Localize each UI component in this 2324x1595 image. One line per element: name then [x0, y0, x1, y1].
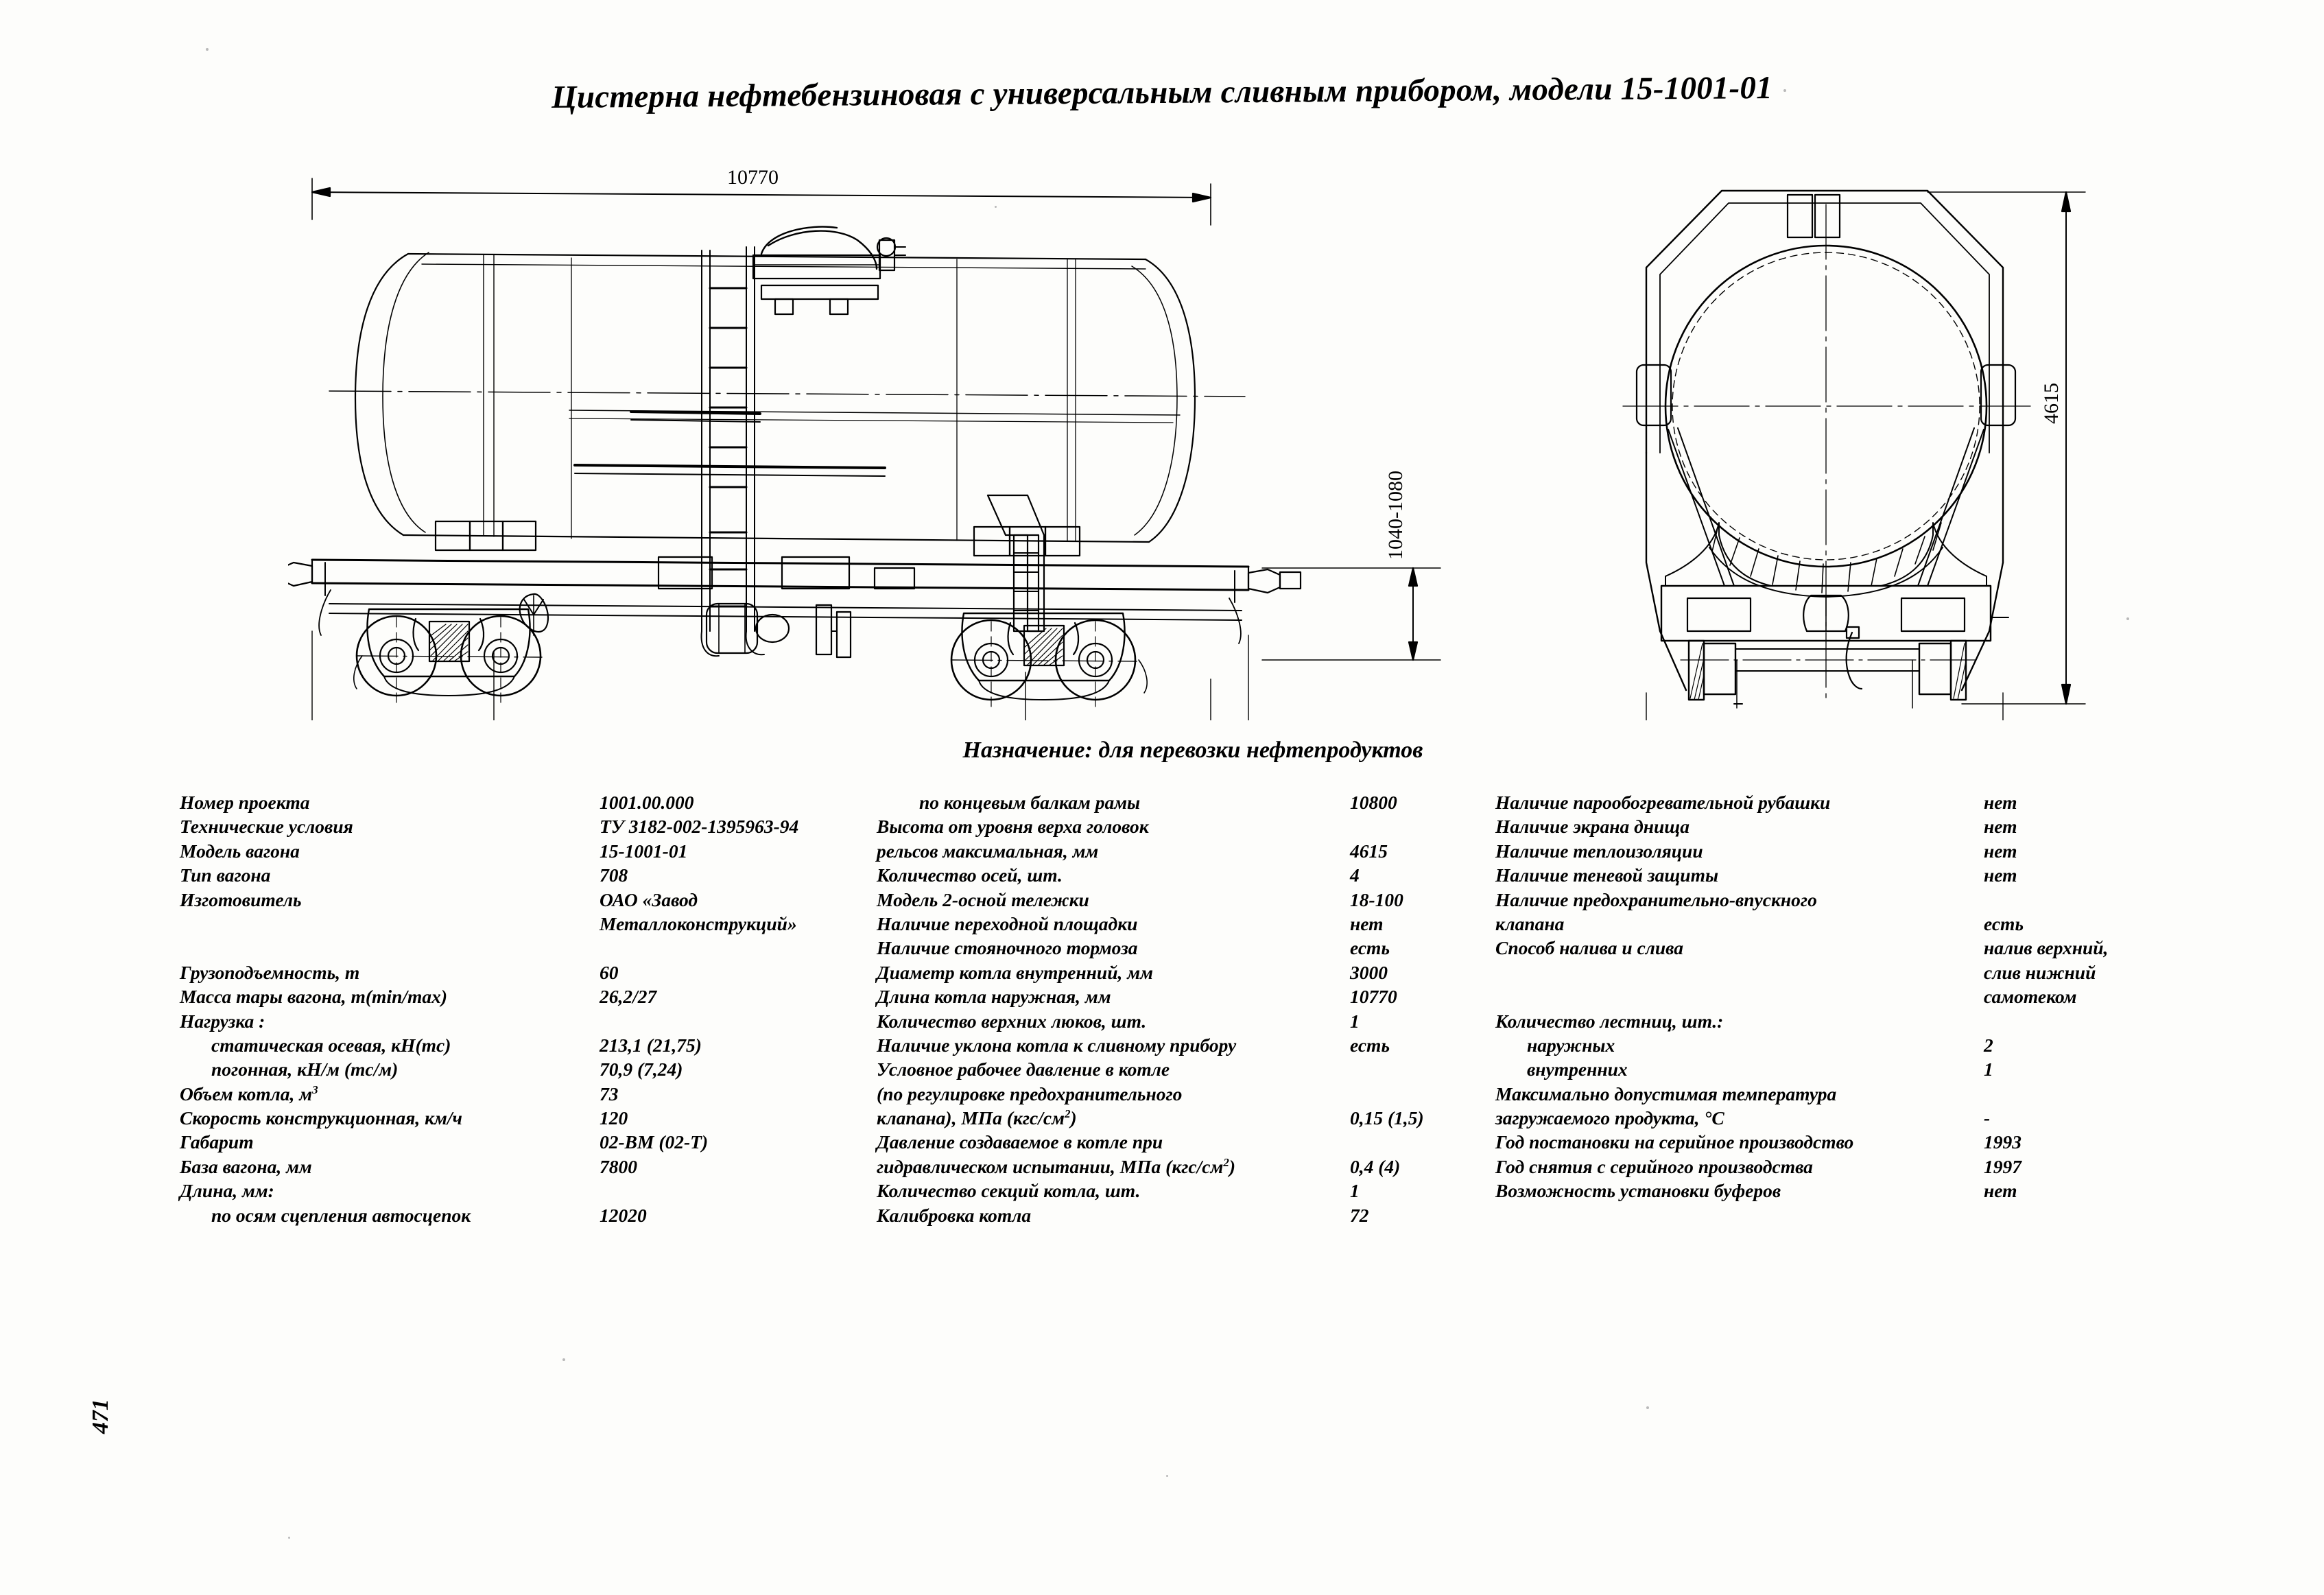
spec-value: Металлоконструкций»	[600, 912, 797, 934]
spec-label: Количество верхних люков, шт.	[877, 1010, 1147, 1032]
spec-label: Номер проекта	[180, 792, 310, 813]
spec-label: Объем котла, м	[180, 1083, 313, 1104]
spec-value: -	[1984, 1107, 1991, 1129]
spec-label: Наличие предохранительно-впускного	[1495, 888, 1817, 910]
dim-10770	[312, 166, 1211, 225]
spec-label: гидравлическом испытании, МПа (кгс/см	[877, 1155, 1224, 1177]
handbrake	[988, 495, 1044, 631]
spec-label: Масса тары вагона, т(min/max)	[180, 986, 448, 1008]
dim-1500	[1025, 672, 1211, 720]
spec-row	[877, 814, 1357, 838]
spec-value: 3000	[1350, 961, 1388, 983]
superscript-2: 2	[1223, 1155, 1229, 1169]
spec-label: Год постановки на серийное производство	[1495, 1131, 1854, 1153]
superscript-2: 2	[1064, 1107, 1071, 1120]
spec-row	[877, 1082, 1357, 1106]
tank-barrel	[329, 252, 1245, 542]
spec-label: Грузоподъемность, т	[180, 961, 360, 983]
specifications-table	[0, 790, 2324, 1312]
scan-speck	[2126, 617, 2129, 620]
wheelset	[1681, 627, 1976, 708]
scan-speck	[1783, 89, 1786, 92]
spec-row	[180, 984, 657, 1008]
spec-value: 4615	[1350, 840, 1388, 862]
spec-label: Технические условия	[180, 816, 353, 838]
spec-row	[877, 790, 1397, 814]
spec-value: 60	[600, 961, 619, 983]
spec-value: 73	[600, 1083, 619, 1104]
spec-row	[1495, 839, 2017, 863]
spec-row	[877, 912, 1384, 936]
spec-label: рельсов максимальная, мм	[877, 840, 1099, 862]
spec-value: есть	[1350, 1034, 1390, 1056]
spec-label: Калибровка котла	[877, 1204, 1032, 1226]
spec-row	[1495, 1155, 2021, 1179]
spec-label: статическая осевая, кН(тс)	[211, 1034, 451, 1056]
superscript-3: 3	[312, 1083, 318, 1096]
spec-value: нет	[1984, 864, 2017, 886]
spec-label: Скорость конструкционная, км/ч	[180, 1107, 462, 1129]
spec-row	[180, 1130, 709, 1154]
spec-value: ТУ 3182-002-1395963-94	[600, 816, 799, 838]
spec-value: 7800	[600, 1155, 637, 1177]
spec-label: наружных	[1527, 1034, 1615, 1056]
spec-label: Давление создаваемое в котле при	[877, 1131, 1163, 1153]
technical-drawing	[288, 151, 2154, 720]
spec-row	[1495, 863, 2017, 887]
spec-row	[1495, 1106, 1989, 1130]
underframe	[312, 560, 1248, 620]
spec-row	[877, 1203, 1369, 1227]
spec-row	[180, 1082, 619, 1106]
spec-label: по осям сцепления автосцепок	[211, 1204, 471, 1226]
spec-column-middle	[877, 790, 1424, 1227]
spec-row	[180, 1057, 683, 1081]
spec-label: Способ налива и слива	[1495, 937, 1684, 959]
spec-value: 1	[1984, 1059, 1993, 1080]
spec-value: 15-1001-01	[600, 840, 688, 862]
spec-value: 18-100	[1350, 888, 1403, 910]
spec-value: 2	[1984, 1034, 1993, 1056]
spec-row	[1495, 1009, 1989, 1033]
spec-row	[180, 1009, 619, 1033]
spec-column-right	[1495, 790, 2109, 1203]
spec-value: нет	[1984, 792, 2017, 813]
spec-label: клапана	[1495, 912, 1565, 934]
handrails	[575, 412, 885, 476]
spec-value: 1001.00.000	[600, 792, 694, 813]
spec-label: Наличие парообогревательной рубашки	[1495, 792, 1831, 813]
spec-label: Наличие уклона котла к сливному прибору	[877, 1034, 1237, 1056]
bogie-left	[354, 609, 542, 705]
spec-row	[1495, 936, 2109, 960]
spec-row	[180, 960, 619, 984]
spec-row-continuation	[1495, 960, 2096, 984]
spec-value: 213,1 (21,75)	[600, 1034, 702, 1056]
spec-row	[180, 1155, 637, 1179]
scan-speck	[1646, 1406, 1649, 1409]
spec-value: нет	[1984, 816, 2017, 838]
spec-label: Диаметр котла внутренний, мм	[877, 961, 1153, 983]
spec-label: внутренних	[1527, 1059, 1628, 1080]
spec-label: Наличие стояночного тормоза	[877, 937, 1138, 959]
spec-row	[180, 1033, 702, 1057]
dim-4615	[1928, 192, 2085, 704]
purpose-line: Назначение: для перевозки нефтепродуктов	[962, 737, 1423, 763]
spec-label: загружаемого продукта, °С	[1495, 1107, 1724, 1129]
spec-row	[1495, 888, 1989, 912]
spec-value: 10770	[1350, 986, 1397, 1008]
spec-label: Длина, мм:	[180, 1180, 274, 1202]
spec-row-continuation	[1495, 984, 2077, 1008]
spec-row	[877, 839, 1388, 863]
end-frame	[1661, 586, 2008, 641]
spec-value: 70,9 (7,24)	[600, 1059, 683, 1080]
scan-speck	[288, 1537, 290, 1539]
spec-label: Наличие экрана днища	[1495, 816, 1689, 838]
dim-label-1040-1080: 1040-1080	[1384, 471, 1407, 560]
spec-row	[180, 814, 799, 838]
scan-speck	[1166, 1475, 1168, 1477]
spec-row	[180, 863, 628, 887]
spec-value: ОАО «Завод	[600, 888, 698, 910]
spec-label: Год снятия с серийного производства	[1495, 1155, 1813, 1177]
spec-row	[877, 1130, 1357, 1154]
spec-value: 1997	[1984, 1155, 2021, 1177]
page-title: Цистерна нефтебензиновая с универсальным сливным прибором, модели 15-1001-01	[551, 70, 1773, 115]
spec-row	[877, 984, 1397, 1008]
spec-row	[877, 1057, 1357, 1081]
spec-row: гидравлическом испытании, МПа $(кгс/см^2)$ 0,4 (4)	[877, 1155, 1357, 1179]
spec-row	[1495, 1057, 1993, 1081]
spec-value: 26,2/27	[600, 986, 657, 1008]
spec-value: 1	[1350, 1010, 1360, 1032]
spec-row	[180, 790, 694, 814]
spec-value: нет	[1984, 840, 2017, 862]
spec-value: 708	[600, 864, 628, 886]
external-ladder	[702, 247, 764, 656]
spec-row	[1495, 814, 2017, 838]
dim-3100	[1646, 693, 2003, 720]
spec-value: есть	[1984, 912, 2024, 934]
spec-column-left	[180, 790, 799, 1227]
spec-row	[180, 1203, 647, 1227]
spec-row-continuation	[180, 912, 797, 936]
spec-label: Модель вагона	[180, 840, 300, 862]
spec-row	[1495, 1082, 1989, 1106]
spec-label: База вагона, мм	[180, 1155, 312, 1177]
spec-row	[1495, 1130, 2021, 1154]
spec-label: Количество лестниц, шт.:	[1495, 1010, 1724, 1032]
spec-label: Максимально допустимая температура	[1495, 1083, 1837, 1104]
spec-value: нет	[1350, 912, 1384, 934]
spec-value: налив верхний,	[1984, 937, 2109, 959]
spec-label: Тип вагона	[180, 864, 271, 886]
end-view-group	[1623, 191, 2085, 720]
spec-row	[180, 839, 688, 863]
dim-label-4615: 4615	[2040, 383, 2063, 424]
spec-label: Количество секций котла, шт.	[877, 1180, 1141, 1202]
coupler-right	[1229, 569, 1301, 643]
spec-value: есть	[1350, 937, 1390, 959]
spec-value: 1993	[1984, 1131, 2021, 1153]
spec-label: Возможность установки буферов	[1495, 1180, 1781, 1202]
spec-value: 4	[1350, 864, 1360, 886]
spec-label: (по регулировке предохранительного	[877, 1083, 1183, 1104]
scan-speck	[995, 206, 997, 208]
spec-row: клапана), МПа $(кгс/см^2)$ 0,15 (1,5)	[877, 1106, 1357, 1130]
spec-value: 1	[1350, 1180, 1360, 1202]
spec-row	[180, 888, 698, 912]
spec-row	[877, 960, 1388, 984]
spec-value: 10800	[1350, 792, 1397, 813]
spec-label: Нагрузка :	[180, 1010, 265, 1032]
spec-label: Условное рабочее давление в котле	[877, 1059, 1170, 1080]
spec-label: Изготовитель	[180, 888, 302, 910]
spec-value: 0,15 (1,5)	[1350, 1107, 1424, 1129]
scan-speck	[562, 1358, 565, 1361]
spec-value: 120	[600, 1107, 628, 1129]
top-hatch-assembly	[753, 227, 905, 314]
spec-row	[1495, 912, 2024, 936]
spec-row-spacer	[180, 936, 619, 960]
spec-value: самотеком	[1984, 986, 2077, 1008]
spec-label: Высота от уровня верха головок	[877, 816, 1149, 838]
spec-value: 72	[1350, 1204, 1369, 1226]
spec-label: Длина котла наружная, мм	[877, 986, 1111, 1008]
spec-row	[180, 1179, 619, 1203]
spec-label: Наличие теневой защиты	[1495, 864, 1719, 886]
dim-1040-1080	[1262, 471, 1440, 660]
spec-label: Модель 2-осной тележки	[877, 888, 1089, 910]
spec-label: погонная, кН/м (тс/м)	[211, 1059, 399, 1080]
bogie-right	[951, 613, 1147, 709]
spec-row	[877, 1033, 1390, 1057]
spec-row	[877, 936, 1390, 960]
spec-value: 0,4 (4)	[1350, 1155, 1401, 1177]
spec-value: слив нижний	[1984, 961, 2096, 983]
spec-label: Габарит	[180, 1131, 254, 1153]
scan-speck	[206, 48, 209, 51]
coupler-left	[288, 563, 331, 635]
dim-label-10770: 10770	[727, 166, 779, 189]
spec-row	[1495, 1179, 2017, 1203]
spec-label: Наличие теплоизоляции	[1495, 840, 1703, 862]
page-number: 471	[88, 1399, 113, 1434]
spec-row	[1495, 790, 2017, 814]
spec-row	[877, 863, 1360, 887]
spec-row	[180, 1106, 628, 1130]
spec-label: клапана), МПа (кгс/см	[877, 1107, 1065, 1129]
spec-value: 02-ВМ (02-Т)	[600, 1131, 709, 1153]
spec-row	[877, 1009, 1360, 1033]
side-view-group	[288, 166, 1440, 720]
spec-row	[877, 1179, 1360, 1203]
spec-value: 12020	[600, 1204, 647, 1226]
spec-value: нет	[1984, 1180, 2017, 1202]
spec-label: по концевым балкам рамы	[919, 792, 1141, 813]
spec-row	[877, 888, 1403, 912]
dim-7800	[494, 652, 1025, 720]
spec-row	[1495, 1033, 1993, 1057]
spec-label: Количество осей, шт.	[877, 864, 1063, 886]
spec-label: Наличие переходной площадки	[877, 912, 1138, 934]
